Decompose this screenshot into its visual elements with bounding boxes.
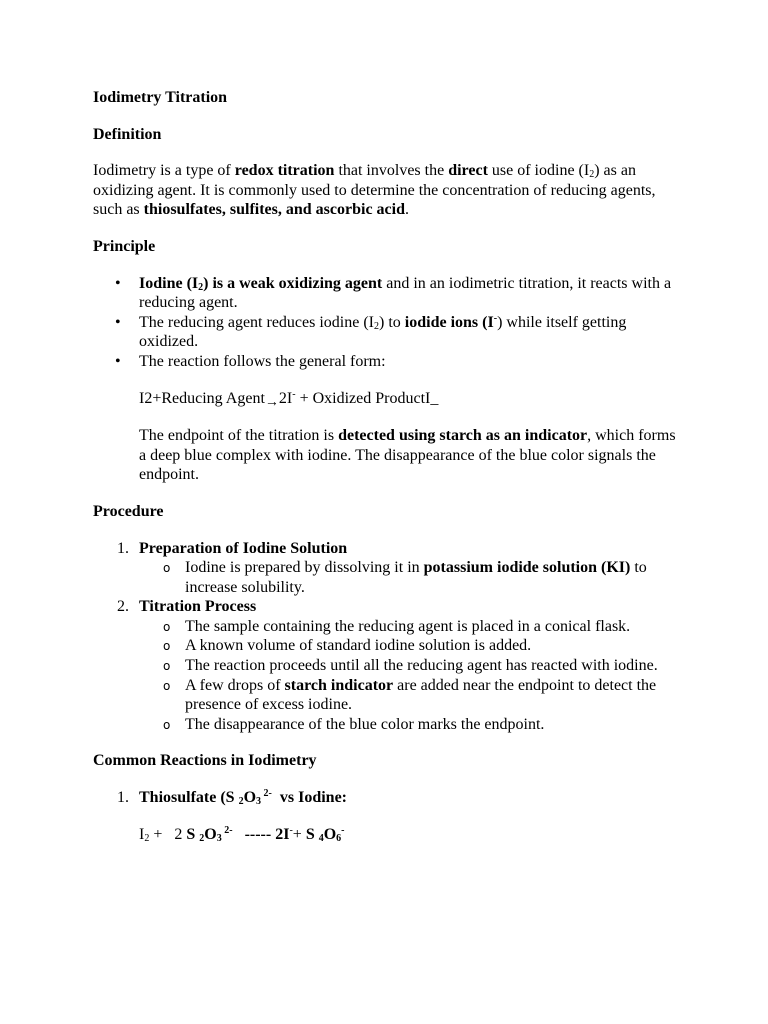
text-run: Iodimetry is a type of — [93, 162, 235, 180]
equation-left: I2+Reducing Agent — [139, 389, 265, 407]
sub-item — [139, 558, 683, 597]
endpoint-paragraph — [93, 426, 683, 485]
text-run: The reducing agent reduces iodine (I — [139, 313, 375, 331]
bullet-marker: • — [115, 352, 121, 370]
procedure-list — [93, 539, 683, 735]
text-run: use of iodine (I — [487, 162, 590, 180]
text-run: and in an iodimetric titration, it reacts with a reducing agent. — [139, 274, 672, 312]
text-run: ) to — [379, 313, 405, 331]
sub-item — [139, 656, 683, 676]
principle-bullet-1 — [93, 274, 683, 313]
subscript: 2 — [374, 320, 380, 332]
bold-run: iodide ions (I — [404, 313, 494, 331]
superscript: - — [493, 312, 498, 324]
sub-item — [139, 636, 683, 656]
text-run: to increase solubility. — [185, 559, 647, 596]
text-run: The disappearance of the blue color marks the endpoint. — [185, 715, 545, 733]
thiosulfate-equation — [93, 825, 683, 845]
sub-item — [139, 617, 683, 637]
bold-run: O — [243, 789, 257, 807]
sub-bullet-marker: o — [163, 639, 171, 654]
subscript: 4 — [318, 832, 324, 844]
text-run: + — [292, 825, 306, 843]
subscript: 2 — [589, 169, 595, 181]
reaction-item-1 — [93, 788, 683, 808]
bold-run: O — [323, 825, 337, 843]
bold-run: Iodine (I — [139, 274, 199, 292]
text-run: ) while itself getting oxidized. — [139, 313, 627, 351]
bold-run: thiosulfates, sulfites, and ascorbic acid — [143, 201, 405, 219]
sub-bullet-marker: o — [163, 659, 171, 674]
text-run: The reaction proceeds until all the reducing agent has reacted with iodine. — [185, 657, 658, 675]
procedure-heading: Procedure — [93, 502, 164, 520]
text-run: Iodine is prepared by dissolving it in — [185, 559, 424, 577]
subscript: 3 — [216, 832, 222, 844]
subscript: 2 — [199, 832, 205, 844]
bold-run: ----- 2I — [232, 825, 290, 843]
text-run: The endpoint of the titration is — [139, 427, 339, 445]
subscript: 2 — [144, 832, 150, 844]
text-run: + 2 — [149, 825, 187, 843]
subscript: 2 — [198, 281, 204, 293]
step-2-sublist — [139, 617, 683, 735]
text-run: are added near the endpoint to detect the presence of excess iodine. — [185, 676, 657, 714]
subscript: 6 — [336, 832, 342, 844]
bullet-marker: • — [115, 274, 121, 292]
superscript: - — [341, 824, 345, 836]
subscript: 2 — [238, 796, 244, 808]
bold-run: potassium iodide solution (KI) — [423, 559, 631, 577]
bold-run: ) is a weak oxidizing agent — [203, 274, 383, 292]
sub-bullet-marker: o — [163, 717, 171, 732]
document-title: Iodimetry Titration — [93, 89, 228, 106]
sub-bullet-marker: o — [163, 678, 171, 693]
step-number: 1. — [117, 789, 129, 807]
principle-bullet-3 — [93, 352, 683, 372]
subscript: 3 — [256, 796, 262, 808]
equation-right: + Oxidized ProductI_ — [295, 389, 439, 407]
text-run: The reaction follows the general form: — [139, 352, 386, 370]
text-run: that involves the — [334, 162, 449, 180]
text-run: The sample containing the reducing agent is placed in a conical flask. — [185, 617, 631, 635]
bold-run: starch indicator — [284, 676, 394, 694]
text-run: A known volume of standard iodine solution is added. — [185, 637, 532, 655]
common-reactions-list — [93, 788, 683, 808]
principle-bullet-2 — [93, 313, 683, 352]
superscript: 2- — [261, 788, 272, 800]
principle-heading: Principle — [93, 237, 156, 255]
superscript: 2- — [221, 824, 233, 836]
bold-run: redox titration — [234, 162, 335, 180]
bold-run: direct — [448, 162, 488, 180]
text-run: A few drops of — [185, 676, 285, 694]
sub-item — [139, 715, 683, 735]
superscript: - — [289, 824, 293, 836]
arrow-icon: → — [264, 394, 279, 410]
sub-bullet-marker: o — [163, 619, 171, 634]
document-content — [93, 88, 683, 844]
superscript: - — [292, 388, 296, 400]
sub-bullet-marker: o — [163, 561, 171, 576]
bold-run: O — [204, 825, 217, 843]
step-number: 2. — [117, 598, 129, 616]
sub-item — [139, 676, 683, 715]
bold-run: detected using starch as an indicator — [338, 427, 588, 445]
definition-paragraph — [93, 161, 683, 220]
procedure-step-1 — [93, 539, 683, 598]
equation-mid: 2I — [278, 389, 293, 407]
principle-list — [93, 274, 683, 372]
bullet-marker: • — [115, 313, 121, 331]
bold-run: S — [305, 825, 319, 843]
text-run: . — [405, 201, 409, 219]
bold-run: vs Iodine: — [271, 789, 347, 807]
bold-run: Thiosulfate (S — [139, 789, 239, 807]
step-title: Titration Process — [139, 598, 257, 616]
definition-heading: Definition — [93, 125, 162, 143]
common-reactions-heading: Common Reactions in Iodimetry — [93, 752, 317, 770]
general-equation — [93, 389, 683, 410]
text-run: , which forms a deep blue complex with iodine. The disappearance of the blue color signals the endpoint. — [139, 427, 676, 484]
step-1-sublist — [139, 558, 683, 597]
text-run: ) as an oxidizing agent. It is commonly used to determine the concentration of reducing agents, such as — [93, 162, 656, 219]
bold-run: S — [186, 825, 200, 843]
text-run: I — [139, 825, 145, 843]
step-title: Preparation of Iodine Solution — [139, 539, 348, 557]
procedure-step-2 — [93, 597, 683, 734]
step-number: 1. — [117, 539, 129, 557]
